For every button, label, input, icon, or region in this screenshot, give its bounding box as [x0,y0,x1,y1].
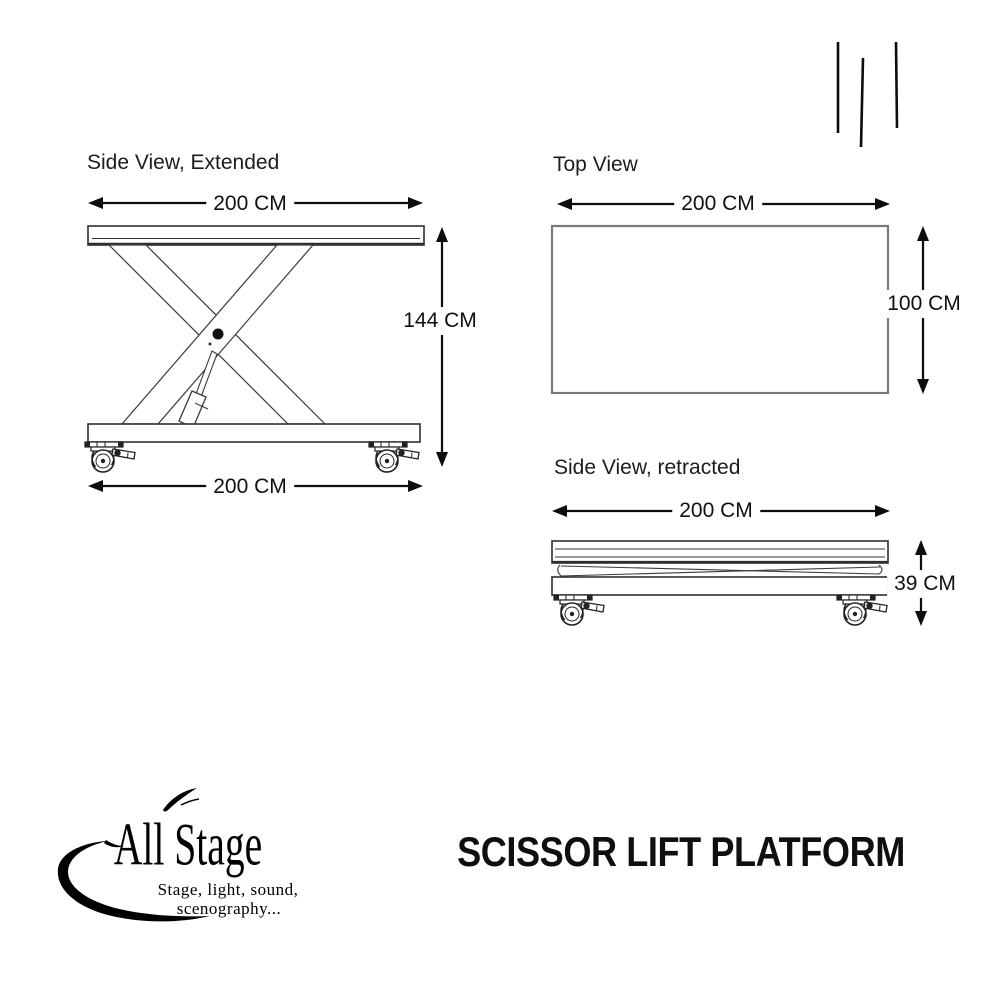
dim-label-extended-bottom-width: 200 CM [206,473,294,501]
pivot-pin-small [209,343,212,346]
view-title-top-view: Top View [553,153,638,176]
dim-label-retracted-height: 39 CM [887,570,963,598]
dim-label-top-view-depth: 100 CM [880,290,968,318]
dim-arrow-extended-height [436,227,448,467]
dim-label-extended-height: 144 CM [396,307,484,335]
caster-extended-right [369,442,419,472]
caster-extended-left [85,442,135,472]
dim-label-extended-top-width: 200 CM [206,190,294,218]
logo-tagline-line2: scenography... [176,899,282,918]
platform-extended [88,226,424,245]
platform-top-view [552,226,888,393]
logo-tagline-line1: Stage, light, sound, [157,880,299,899]
caster-retracted-right [837,595,887,625]
view-title-side-extended: Side View, Extended [87,151,280,174]
logo-swoosh-top-line [181,799,199,805]
pivot-dot [213,329,224,340]
top-view-drawing [552,198,929,394]
product-title: SCISSOR LIFT PLATFORM [457,828,905,875]
folded-scissor-arms [558,565,882,576]
view-title-side-retracted: Side View, retracted [554,456,741,479]
corner-marks [838,42,897,147]
dim-label-retracted-width: 200 CM [672,497,760,525]
logo-swoosh-top [163,788,197,812]
logo-name: All Stage [113,811,263,878]
dim-label-top-view-width: 200 CM [674,190,762,218]
caster-retracted-left [554,595,604,625]
platform-retracted [552,541,888,563]
side-extended-view-drawing [85,197,448,492]
base-frame-retracted [552,577,888,595]
base-frame-extended [88,424,420,442]
